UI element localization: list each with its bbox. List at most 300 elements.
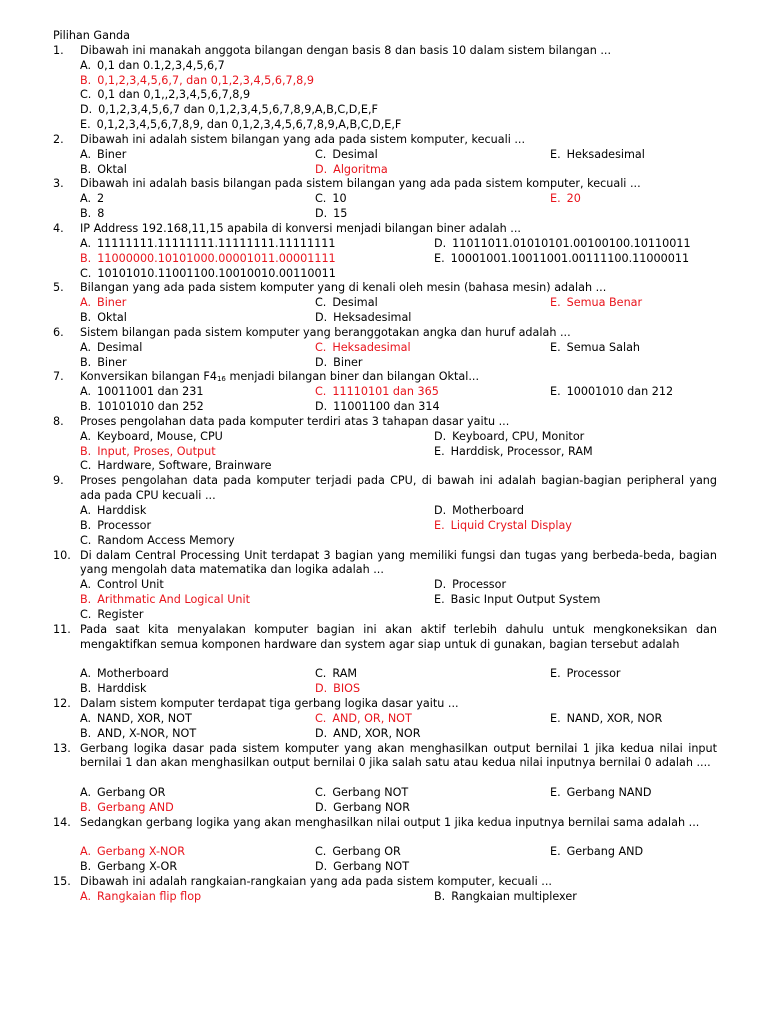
option-e bbox=[550, 385, 673, 400]
option-d bbox=[315, 163, 388, 178]
question-2 bbox=[53, 133, 717, 148]
option-b bbox=[80, 311, 127, 326]
option-text: Biner bbox=[333, 355, 363, 369]
option-letter: A. bbox=[80, 504, 92, 517]
question-4 bbox=[53, 222, 717, 237]
option-text: 15 bbox=[333, 207, 348, 221]
option-row bbox=[53, 608, 717, 623]
option-text: Semua Salah bbox=[566, 340, 641, 354]
option-text: Gerbang X-NOR bbox=[97, 845, 185, 859]
option-letter: D. bbox=[315, 311, 328, 325]
option-row bbox=[53, 267, 717, 282]
option-text: Keyboard, CPU, Monitor bbox=[452, 429, 585, 443]
option-c bbox=[315, 296, 378, 311]
option-text: Gerbang NOR bbox=[333, 800, 410, 814]
option-letter: C. bbox=[315, 340, 327, 354]
option-row bbox=[53, 163, 717, 178]
question-number: 2. bbox=[53, 132, 64, 146]
option-d bbox=[80, 103, 378, 118]
option-letter: E. bbox=[434, 251, 445, 265]
option-d bbox=[315, 400, 440, 415]
option-letter: E. bbox=[550, 147, 561, 161]
option-letter: D. bbox=[315, 800, 328, 814]
option-e bbox=[550, 296, 642, 311]
question-number: 12. bbox=[53, 696, 71, 710]
question-5 bbox=[53, 281, 717, 296]
option-text: Motherboard bbox=[452, 504, 524, 517]
option-text: Processor bbox=[452, 578, 507, 592]
option-text: AND, XOR, NOR bbox=[333, 726, 421, 740]
option-a bbox=[80, 578, 164, 593]
option-letter: A. bbox=[80, 147, 92, 161]
option-text: 10101010 dan 252 bbox=[97, 400, 204, 414]
question-11 bbox=[53, 623, 717, 668]
option-d bbox=[434, 430, 584, 445]
option-text: Harddisk bbox=[97, 504, 147, 517]
question-14 bbox=[53, 816, 717, 846]
option-b bbox=[80, 801, 174, 816]
option-a bbox=[80, 430, 223, 445]
option-text: Keyboard, Mouse, CPU bbox=[97, 429, 223, 443]
option-letter: B. bbox=[80, 593, 92, 607]
option-row bbox=[53, 400, 717, 415]
option-row bbox=[53, 682, 717, 697]
option-text: Processor bbox=[566, 667, 621, 681]
option-letter: B. bbox=[80, 400, 92, 414]
option-letter: D. bbox=[315, 860, 328, 874]
option-text: Oktal bbox=[97, 311, 127, 325]
question-list bbox=[53, 44, 717, 905]
option-letter: A. bbox=[80, 192, 92, 206]
option-c bbox=[315, 192, 347, 207]
option-text: 0,1,2,3,4,5,6,7,8,9, dan 0,1,2,3,4,5,6,7,8,9,A,B,C,D,E,F bbox=[96, 118, 402, 132]
option-text: 2 bbox=[97, 192, 105, 206]
option-letter: B. bbox=[80, 800, 92, 814]
option-a bbox=[80, 385, 203, 400]
question-text: Proses pengolahan data pada komputer terjadi pada CPU, di bawah ini adalah bagian-bagian peripheral yang ada pada CPU kecuali ... bbox=[80, 474, 717, 503]
option-row bbox=[53, 252, 717, 267]
option-b bbox=[434, 890, 577, 905]
question-text: Sistem bilangan pada sistem komputer yang beranggotakan angka dan huruf adalah ... bbox=[80, 325, 571, 339]
option-c bbox=[315, 845, 401, 860]
option-c bbox=[80, 608, 143, 623]
option-text: NAND, XOR, NOT bbox=[97, 711, 192, 725]
option-e bbox=[550, 341, 640, 356]
option-letter: C. bbox=[315, 667, 327, 681]
option-text: Hardware, Software, Brainware bbox=[97, 459, 272, 473]
option-letter: E. bbox=[550, 711, 561, 725]
option-row bbox=[53, 148, 717, 163]
option-letter: D. bbox=[315, 726, 328, 740]
question-text-part: Konversikan bilangan F4 bbox=[80, 370, 217, 384]
option-row bbox=[53, 237, 717, 252]
question-9 bbox=[53, 474, 717, 504]
option-letter: B. bbox=[80, 355, 92, 369]
option-row bbox=[53, 712, 717, 727]
option-letter: C. bbox=[80, 607, 92, 621]
question-8 bbox=[53, 415, 717, 430]
option-letter: A. bbox=[80, 889, 92, 903]
option-letter: A. bbox=[80, 578, 92, 592]
option-e bbox=[550, 148, 645, 163]
option-c bbox=[80, 534, 235, 549]
option-a bbox=[80, 667, 169, 682]
option-text: Heksadesimal bbox=[332, 340, 411, 354]
option-letter: A. bbox=[80, 667, 92, 681]
option-text: 0,1,2,3,4,5,6,7 dan 0,1,2,3,4,5,6,7,8,9,A,B,C,D,E,F bbox=[98, 103, 378, 117]
option-text: 10001001.10011001.00111100.11000011 bbox=[450, 251, 690, 265]
option-letter: C. bbox=[80, 266, 92, 280]
question-number: 14. bbox=[53, 815, 71, 829]
option-text: 11000000.10101000.00001011.00001111 bbox=[97, 251, 336, 265]
option-row bbox=[53, 311, 717, 326]
option-text: Gerbang NOT bbox=[333, 860, 410, 874]
option-e bbox=[434, 252, 689, 267]
question-number: 11. bbox=[53, 622, 71, 636]
option-text: Desimal bbox=[332, 296, 378, 310]
option-text: 20 bbox=[566, 192, 581, 206]
option-letter: E. bbox=[434, 593, 445, 607]
document-page bbox=[53, 29, 717, 905]
option-text: Rangkaian flip flop bbox=[97, 889, 202, 903]
option-c bbox=[315, 786, 408, 801]
option-text: Basic Input Output System bbox=[450, 593, 601, 607]
option-row bbox=[53, 356, 717, 371]
option-d bbox=[315, 311, 411, 326]
option-letter: C. bbox=[80, 459, 92, 473]
option-text: Algoritma bbox=[333, 162, 388, 176]
question-text: Gerbang logika dasar pada sistem komputer yang akan menghasilkan output bernilai 1 jika kedua nilai input bernilai 1 dan akan menghasilkan output bernilai 0 jika salah satu atau kedua nilai inputnya bernilai 0 adalah .... bbox=[80, 741, 717, 770]
option-letter: A. bbox=[80, 429, 92, 443]
question-3 bbox=[53, 177, 717, 192]
option-c bbox=[80, 459, 272, 474]
option-a bbox=[80, 59, 225, 74]
option-text: AND, OR, NOT bbox=[332, 711, 412, 725]
option-row bbox=[53, 890, 717, 905]
option-row bbox=[53, 445, 717, 460]
option-letter: C. bbox=[80, 88, 92, 102]
option-text: 10101010.11001100.10010010.00110011 bbox=[97, 266, 336, 280]
option-text: Register bbox=[97, 607, 144, 621]
question-number: 8. bbox=[53, 414, 64, 428]
option-letter: E. bbox=[550, 667, 561, 681]
option-c bbox=[80, 88, 250, 103]
option-b bbox=[80, 727, 196, 742]
option-b bbox=[80, 593, 250, 608]
option-letter: A. bbox=[80, 340, 92, 354]
base-subscript: 16 bbox=[216, 375, 226, 384]
option-text: Harddisk bbox=[97, 682, 147, 696]
option-row bbox=[53, 385, 717, 400]
option-letter: D. bbox=[315, 207, 328, 221]
question-number: 7. bbox=[53, 370, 64, 384]
option-d bbox=[315, 860, 409, 875]
option-text: 11011011.01010101.00100100.10110011 bbox=[452, 236, 691, 250]
option-b bbox=[80, 400, 204, 415]
option-text: Harddisk, Processor, RAM bbox=[450, 444, 593, 458]
option-letter: B. bbox=[80, 726, 92, 740]
option-a bbox=[80, 712, 192, 727]
option-text: Oktal bbox=[97, 162, 127, 176]
option-a bbox=[80, 341, 142, 356]
option-letter: D. bbox=[80, 103, 93, 117]
option-letter: E. bbox=[550, 340, 561, 354]
option-letter: C. bbox=[315, 385, 327, 399]
option-letter: E. bbox=[80, 118, 91, 132]
option-text: Gerbang NOT bbox=[332, 786, 409, 800]
option-letter: A. bbox=[80, 711, 92, 725]
question-7 bbox=[53, 370, 717, 385]
option-letter: C. bbox=[315, 192, 327, 206]
option-d bbox=[315, 727, 421, 742]
option-row bbox=[53, 801, 717, 816]
option-d bbox=[315, 207, 347, 222]
option-letter: B. bbox=[80, 444, 92, 458]
question-number: 13. bbox=[53, 741, 71, 755]
option-text: Biner bbox=[97, 296, 127, 310]
option-letter: A. bbox=[80, 58, 92, 72]
option-row bbox=[53, 727, 717, 742]
option-text: NAND, XOR, NOR bbox=[566, 711, 663, 725]
option-letter: E. bbox=[550, 385, 561, 399]
option-text: 0,1,2,3,4,5,6,7, dan 0,1,2,3,4,5,6,7,8,9 bbox=[97, 73, 314, 87]
question-number: 6. bbox=[53, 325, 64, 339]
question-text: Bilangan yang ada pada sistem komputer yang di kenali oleh mesin (bahasa mesin) adalah ... bbox=[80, 281, 607, 295]
option-a bbox=[80, 786, 165, 801]
option-a bbox=[80, 845, 185, 860]
option-text: 10 bbox=[332, 192, 347, 206]
question-text: Dibawah ini manakah anggota bilangan dengan basis 8 dan basis 10 dalam sistem bilangan ... bbox=[80, 43, 612, 57]
option-row bbox=[53, 74, 717, 89]
option-e bbox=[550, 712, 662, 727]
option-text: Gerbang X-OR bbox=[97, 860, 178, 874]
option-e bbox=[550, 192, 581, 207]
option-b bbox=[80, 356, 127, 371]
option-e bbox=[434, 593, 600, 608]
option-e bbox=[550, 845, 643, 860]
question-number: 1. bbox=[53, 43, 64, 57]
question-number: 4. bbox=[53, 221, 64, 235]
option-letter: B. bbox=[80, 311, 92, 325]
option-c bbox=[315, 385, 439, 400]
option-row bbox=[53, 88, 717, 103]
question-12 bbox=[53, 697, 717, 712]
option-row bbox=[53, 667, 717, 682]
option-letter: C. bbox=[315, 845, 327, 859]
option-letter: D. bbox=[315, 682, 328, 696]
option-letter: D. bbox=[434, 578, 447, 592]
option-text: 0,1 dan 0.1,2,3,4,5,6,7 bbox=[97, 58, 225, 72]
option-text: 10011001 dan 231 bbox=[97, 385, 204, 399]
option-row bbox=[53, 103, 717, 118]
option-text: 8 bbox=[97, 207, 105, 221]
option-row bbox=[53, 459, 717, 474]
option-letter: A. bbox=[80, 385, 92, 399]
option-text: Biner bbox=[97, 147, 127, 161]
option-letter: A. bbox=[80, 786, 92, 800]
option-a bbox=[80, 148, 126, 163]
option-letter: B. bbox=[434, 889, 446, 903]
option-e bbox=[434, 445, 593, 460]
option-b bbox=[80, 860, 177, 875]
option-letter: D. bbox=[434, 429, 447, 443]
option-letter: B. bbox=[80, 682, 92, 696]
question-1 bbox=[53, 44, 717, 59]
question-number: 10. bbox=[53, 548, 71, 562]
option-text: Semua Benar bbox=[566, 296, 643, 310]
question-text: Dibawah ini adalah sistem bilangan yang ada pada sistem komputer, kecuali ... bbox=[80, 132, 526, 146]
question-text: Pada saat kita menyalakan komputer bagian ini akan aktif terlebih dahulu untuk mengkoneksikan dan mengaktifkan semua komponen hardware dan system agar siap untuk di gunakan, bagian tersebut adalah bbox=[80, 622, 717, 651]
option-letter: B. bbox=[80, 162, 92, 176]
option-b bbox=[80, 207, 104, 222]
option-e bbox=[550, 667, 621, 682]
question-text: Di dalam Central Processing Unit terdapat 3 bagian yang memiliki fungsi dan tugas yang berbeda-beda, bagian yang mengolah data matematika dan logika adalah ... bbox=[80, 548, 717, 577]
option-b bbox=[80, 682, 147, 697]
option-row bbox=[53, 59, 717, 74]
question-text: IP Address 192.168,11,15 apabila di konversi menjadi bilangan biner adalah ... bbox=[80, 221, 521, 235]
option-row bbox=[53, 341, 717, 356]
option-row bbox=[53, 296, 717, 311]
question-number: 9. bbox=[53, 474, 64, 488]
question-number: 15. bbox=[53, 875, 71, 889]
option-a bbox=[80, 890, 201, 905]
option-b bbox=[80, 163, 127, 178]
option-letter: E. bbox=[434, 518, 445, 532]
option-letter: E. bbox=[550, 192, 561, 206]
option-d bbox=[315, 682, 360, 697]
option-b bbox=[80, 252, 336, 267]
option-text: 11110101 dan 365 bbox=[332, 385, 439, 399]
option-text: 10001010 dan 212 bbox=[566, 385, 674, 399]
option-letter: B. bbox=[80, 860, 92, 874]
question-text-part: menjadi bilangan biner dan bilangan Oktal... bbox=[225, 370, 480, 384]
option-row bbox=[53, 786, 717, 801]
option-c bbox=[315, 667, 357, 682]
option-row bbox=[53, 504, 717, 519]
question-text: Dibawah ini adalah basis bilangan pada sistem bilangan yang ada pada sistem komputer, kecuali ... bbox=[80, 177, 641, 191]
option-letter: E. bbox=[434, 444, 445, 458]
option-d bbox=[434, 237, 691, 252]
option-row bbox=[53, 207, 717, 222]
option-letter: C. bbox=[315, 786, 327, 800]
option-text: Desimal bbox=[332, 147, 378, 161]
option-letter: B. bbox=[80, 518, 92, 532]
option-row bbox=[53, 118, 717, 133]
option-text: Control Unit bbox=[97, 578, 164, 592]
option-letter: A. bbox=[80, 845, 92, 859]
option-text: Biner bbox=[97, 355, 127, 369]
option-text: Heksadesimal bbox=[333, 311, 412, 325]
option-text: RAM bbox=[332, 667, 358, 681]
option-e bbox=[80, 118, 401, 133]
question-10 bbox=[53, 549, 717, 579]
option-d bbox=[434, 578, 506, 593]
option-text: Heksadesimal bbox=[566, 147, 645, 161]
option-c bbox=[315, 341, 411, 356]
option-letter: C. bbox=[315, 147, 327, 161]
option-text: AND, X-NOR, NOT bbox=[97, 726, 197, 740]
option-text: 11001100 dan 314 bbox=[333, 400, 440, 414]
option-text: 0,1 dan 0,1,,2,3,4,5,6,7,8,9 bbox=[97, 88, 251, 102]
option-row bbox=[53, 192, 717, 207]
option-letter: D. bbox=[315, 355, 328, 369]
option-a bbox=[80, 504, 146, 519]
option-text: Random Access Memory bbox=[97, 533, 235, 547]
option-b bbox=[80, 445, 216, 460]
option-letter: B. bbox=[80, 251, 92, 265]
option-text: Gerbang OR bbox=[97, 786, 166, 800]
option-row bbox=[53, 860, 717, 875]
option-letter: B. bbox=[80, 73, 92, 87]
option-row bbox=[53, 519, 717, 534]
option-text: Gerbang NAND bbox=[566, 786, 652, 800]
option-text: 11111111.11111111.11111111.11111111 bbox=[97, 236, 336, 250]
option-b bbox=[80, 74, 314, 89]
option-c bbox=[80, 267, 336, 282]
option-a bbox=[80, 237, 335, 252]
question-text: Dibawah ini adalah rangkaian-rangkaian yang ada pada sistem komputer, kecuali ... bbox=[80, 875, 552, 889]
question-text bbox=[80, 370, 479, 385]
option-letter: A. bbox=[80, 296, 92, 310]
option-d bbox=[315, 801, 410, 816]
option-c bbox=[315, 712, 412, 727]
option-e bbox=[550, 786, 652, 801]
option-text: Motherboard bbox=[97, 667, 169, 681]
option-text: Processor bbox=[97, 518, 152, 532]
option-letter: D. bbox=[434, 504, 447, 517]
option-letter: D. bbox=[315, 162, 328, 176]
option-text: Gerbang AND bbox=[97, 800, 174, 814]
option-letter: B. bbox=[80, 207, 92, 221]
option-letter: C. bbox=[80, 533, 92, 547]
option-text: Liquid Crystal Display bbox=[450, 518, 572, 532]
option-c bbox=[315, 148, 378, 163]
option-text: Gerbang OR bbox=[332, 845, 401, 859]
question-text: Dalam sistem komputer terdapat tiga gerbang logika dasar yaitu ... bbox=[80, 696, 459, 710]
option-letter: D. bbox=[434, 236, 447, 250]
option-row bbox=[53, 845, 717, 860]
option-text: Desimal bbox=[97, 340, 143, 354]
option-letter: C. bbox=[315, 711, 327, 725]
option-e bbox=[434, 519, 572, 534]
question-15 bbox=[53, 875, 717, 890]
option-text: Arithmatic And Logical Unit bbox=[97, 593, 250, 607]
question-13 bbox=[53, 742, 717, 787]
section-heading: Pilihan Ganda bbox=[53, 29, 130, 42]
option-letter: E. bbox=[550, 296, 561, 310]
question-text: Proses pengolahan data pada komputer terdiri atas 3 tahapan dasar yaitu ... bbox=[80, 414, 510, 428]
option-letter: D. bbox=[315, 400, 328, 414]
option-row bbox=[53, 430, 717, 445]
option-text: Rangkaian multiplexer bbox=[451, 889, 577, 903]
question-number: 5. bbox=[53, 281, 64, 295]
option-row bbox=[53, 593, 717, 608]
option-text: Gerbang AND bbox=[566, 845, 644, 859]
option-a bbox=[80, 192, 104, 207]
option-row bbox=[53, 534, 717, 549]
option-row bbox=[53, 578, 717, 593]
option-letter: E. bbox=[550, 845, 561, 859]
option-text: Input, Proses, Output bbox=[97, 444, 216, 458]
option-letter: A. bbox=[80, 236, 92, 250]
question-6 bbox=[53, 326, 717, 341]
option-text: BIOS bbox=[333, 682, 361, 696]
option-letter: C. bbox=[315, 296, 327, 310]
option-a bbox=[80, 296, 126, 311]
question-number: 3. bbox=[53, 177, 64, 191]
option-d bbox=[315, 356, 363, 371]
option-b bbox=[80, 519, 151, 534]
